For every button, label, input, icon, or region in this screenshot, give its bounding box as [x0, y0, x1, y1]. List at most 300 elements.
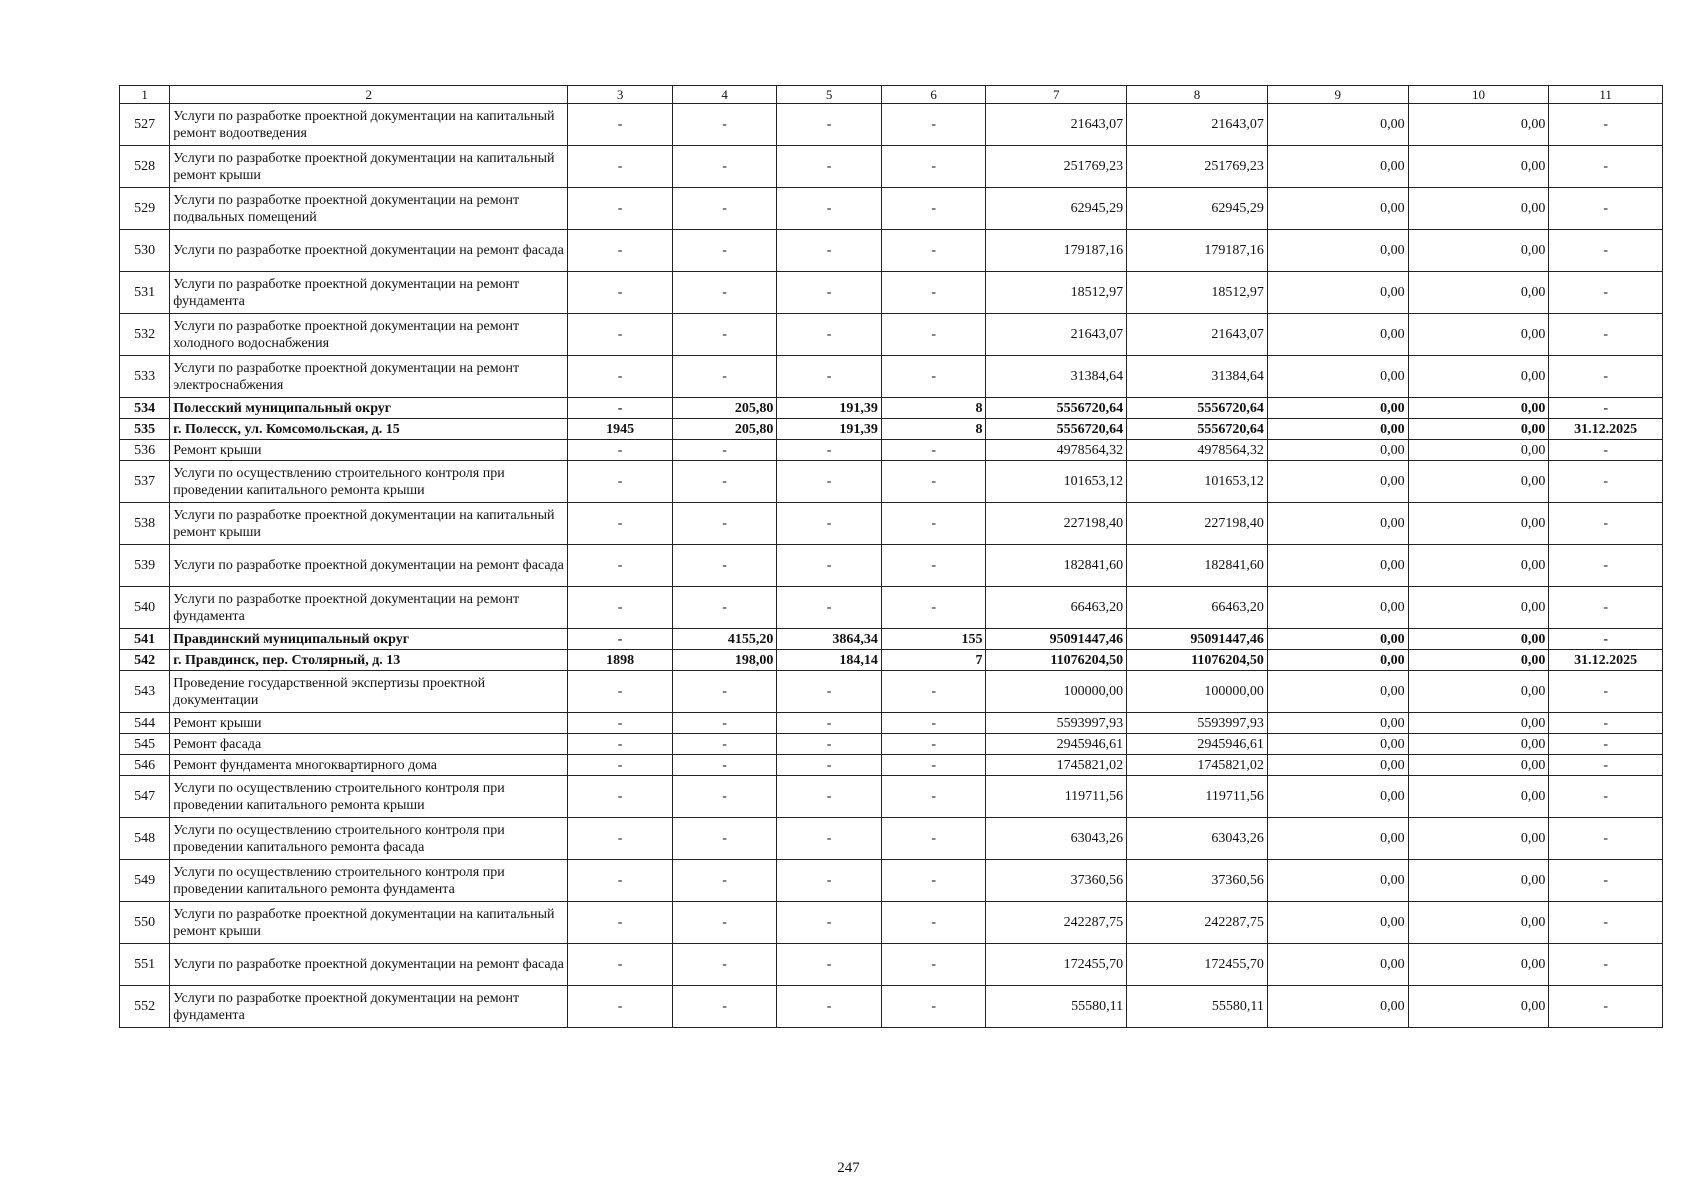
deadline-cell: 31.12.2025 — [1549, 650, 1663, 671]
deadline-cell: - — [1549, 734, 1663, 755]
area-total-cell: - — [672, 755, 777, 776]
deadline-cell: - — [1549, 104, 1663, 146]
row-number-cell: 527 — [120, 104, 170, 146]
cost-total-cell: 62945,29 — [986, 188, 1127, 230]
deadline-cell: - — [1549, 461, 1663, 503]
cost-owners-cell: 0,00 — [1408, 440, 1549, 461]
cost-fund-cell: 100000,00 — [1127, 671, 1268, 713]
cost-fund-cell: 179187,16 — [1127, 230, 1268, 272]
cost-budget-cell: 0,00 — [1267, 440, 1408, 461]
deadline-cell: 31.12.2025 — [1549, 419, 1663, 440]
year-cell: - — [568, 902, 673, 944]
cost-owners-cell: 0,00 — [1408, 398, 1549, 419]
area-total-cell: - — [672, 671, 777, 713]
table-row — [120, 629, 1663, 650]
deadline-cell: - — [1549, 356, 1663, 398]
cost-budget-cell: 0,00 — [1267, 146, 1408, 188]
year-cell: - — [568, 461, 673, 503]
column-header: 9 — [1267, 86, 1408, 104]
column-header: 7 — [986, 86, 1127, 104]
cost-fund-cell: 242287,75 — [1127, 902, 1268, 944]
table-row — [120, 440, 1663, 461]
area-total-cell: - — [672, 734, 777, 755]
cost-owners-cell: 0,00 — [1408, 776, 1549, 818]
table-row — [120, 461, 1663, 503]
year-cell: - — [568, 818, 673, 860]
residents-cell: - — [881, 860, 986, 902]
area-total-cell: - — [672, 986, 777, 1028]
column-header: 10 — [1408, 86, 1549, 104]
deadline-cell: - — [1549, 314, 1663, 356]
year-cell: - — [568, 986, 673, 1028]
residents-cell: - — [881, 188, 986, 230]
cost-owners-cell: 0,00 — [1408, 104, 1549, 146]
page-number: 247 — [837, 1160, 860, 1176]
cost-owners-cell: 0,00 — [1408, 944, 1549, 986]
cost-total-cell: 21643,07 — [986, 104, 1127, 146]
area-living-cell: - — [777, 314, 882, 356]
residents-cell: 7 — [881, 650, 986, 671]
item-name-cell: Услуги по разработке проектной документации на ремонт холодного водоснабжения — [170, 314, 568, 356]
row-number-cell: 541 — [120, 629, 170, 650]
row-number-cell: 549 — [120, 860, 170, 902]
area-living-cell: 184,14 — [777, 650, 882, 671]
item-name-cell: Услуги по разработке проектной документации на ремонт фундамента — [170, 272, 568, 314]
cost-total-cell: 63043,26 — [986, 818, 1127, 860]
cost-fund-cell: 227198,40 — [1127, 503, 1268, 545]
cost-budget-cell: 0,00 — [1267, 545, 1408, 587]
residents-cell: 8 — [881, 419, 986, 440]
item-name-cell: Ремонт крыши — [170, 713, 568, 734]
cost-total-cell: 227198,40 — [986, 503, 1127, 545]
year-cell: 1945 — [568, 419, 673, 440]
table-row — [120, 734, 1663, 755]
row-number-cell: 528 — [120, 146, 170, 188]
cost-total-cell: 5556720,64 — [986, 398, 1127, 419]
area-total-cell: - — [672, 440, 777, 461]
cost-owners-cell: 0,00 — [1408, 545, 1549, 587]
cost-owners-cell: 0,00 — [1408, 755, 1549, 776]
area-total-cell: - — [672, 503, 777, 545]
row-number-cell: 551 — [120, 944, 170, 986]
item-name-cell: Полесский муниципальный округ — [170, 398, 568, 419]
cost-total-cell: 182841,60 — [986, 545, 1127, 587]
residents-cell: 155 — [881, 629, 986, 650]
column-header: 8 — [1127, 86, 1268, 104]
deadline-cell: - — [1549, 986, 1663, 1028]
area-total-cell: - — [672, 545, 777, 587]
item-name-cell: Правдинский муниципальный округ — [170, 629, 568, 650]
residents-cell: - — [881, 776, 986, 818]
row-number-cell: 542 — [120, 650, 170, 671]
deadline-cell: - — [1549, 629, 1663, 650]
deadline-cell: - — [1549, 188, 1663, 230]
row-number-cell: 547 — [120, 776, 170, 818]
row-number-cell: 550 — [120, 902, 170, 944]
area-living-cell: - — [777, 776, 882, 818]
cost-fund-cell: 21643,07 — [1127, 314, 1268, 356]
cost-owners-cell: 0,00 — [1408, 272, 1549, 314]
residents-cell: - — [881, 461, 986, 503]
cost-budget-cell: 0,00 — [1267, 734, 1408, 755]
column-number-header-row — [120, 86, 1663, 104]
area-total-cell: 205,80 — [672, 419, 777, 440]
cost-fund-cell: 37360,56 — [1127, 860, 1268, 902]
data-table — [119, 85, 1663, 1028]
year-cell: - — [568, 629, 673, 650]
cost-fund-cell: 172455,70 — [1127, 944, 1268, 986]
residents-cell: - — [881, 272, 986, 314]
residents-cell: - — [881, 671, 986, 713]
row-number-cell: 548 — [120, 818, 170, 860]
cost-budget-cell: 0,00 — [1267, 104, 1408, 146]
table-row — [120, 776, 1663, 818]
row-number-cell: 534 — [120, 398, 170, 419]
column-header: 3 — [568, 86, 673, 104]
area-living-cell: - — [777, 440, 882, 461]
item-name-cell: Услуги по осуществлению строительного контроля при проведении капитального ремонта крыши — [170, 461, 568, 503]
area-living-cell: - — [777, 755, 882, 776]
cost-owners-cell: 0,00 — [1408, 146, 1549, 188]
item-name-cell: Услуги по разработке проектной документации на ремонт фасада — [170, 230, 568, 272]
area-living-cell: - — [777, 944, 882, 986]
item-name-cell: Услуги по разработке проектной документации на ремонт фасада — [170, 944, 568, 986]
row-number-cell: 532 — [120, 314, 170, 356]
cost-fund-cell: 18512,97 — [1127, 272, 1268, 314]
area-total-cell: - — [672, 902, 777, 944]
item-name-cell: г. Полесск, ул. Комсомольская, д. 15 — [170, 419, 568, 440]
cost-total-cell: 66463,20 — [986, 587, 1127, 629]
residents-cell: - — [881, 902, 986, 944]
deadline-cell: - — [1549, 398, 1663, 419]
row-number-cell: 545 — [120, 734, 170, 755]
row-number-cell: 529 — [120, 188, 170, 230]
table-row — [120, 230, 1663, 272]
cost-total-cell: 5593997,93 — [986, 713, 1127, 734]
cost-fund-cell: 182841,60 — [1127, 545, 1268, 587]
cost-budget-cell: 0,00 — [1267, 986, 1408, 1028]
area-total-cell: - — [672, 314, 777, 356]
residents-cell: - — [881, 146, 986, 188]
item-name-cell: Услуги по разработке проектной документации на ремонт подвальных помещений — [170, 188, 568, 230]
cost-owners-cell: 0,00 — [1408, 503, 1549, 545]
area-living-cell: - — [777, 860, 882, 902]
table-row — [120, 860, 1663, 902]
cost-budget-cell: 0,00 — [1267, 398, 1408, 419]
column-header: 5 — [777, 86, 882, 104]
area-living-cell: - — [777, 272, 882, 314]
cost-owners-cell: 0,00 — [1408, 650, 1549, 671]
table-row — [120, 587, 1663, 629]
cost-budget-cell: 0,00 — [1267, 188, 1408, 230]
cost-owners-cell: 0,00 — [1408, 734, 1549, 755]
area-living-cell: - — [777, 356, 882, 398]
year-cell: - — [568, 860, 673, 902]
area-living-cell: 191,39 — [777, 419, 882, 440]
residents-cell: - — [881, 986, 986, 1028]
cost-fund-cell: 2945946,61 — [1127, 734, 1268, 755]
cost-budget-cell: 0,00 — [1267, 230, 1408, 272]
table-row — [120, 818, 1663, 860]
deadline-cell: - — [1549, 272, 1663, 314]
cost-owners-cell: 0,00 — [1408, 986, 1549, 1028]
year-cell: - — [568, 545, 673, 587]
year-cell: - — [568, 713, 673, 734]
year-cell: - — [568, 104, 673, 146]
residents-cell: 8 — [881, 398, 986, 419]
cost-total-cell: 31384,64 — [986, 356, 1127, 398]
item-name-cell: Ремонт крыши — [170, 440, 568, 461]
residents-cell: - — [881, 713, 986, 734]
item-name-cell: Услуги по разработке проектной документации на ремонт фасада — [170, 545, 568, 587]
item-name-cell: Ремонт фасада — [170, 734, 568, 755]
area-total-cell: - — [672, 587, 777, 629]
area-total-cell: - — [672, 713, 777, 734]
table-row — [120, 146, 1663, 188]
area-living-cell: - — [777, 503, 882, 545]
area-total-cell: - — [672, 230, 777, 272]
row-number-cell: 536 — [120, 440, 170, 461]
cost-owners-cell: 0,00 — [1408, 461, 1549, 503]
cost-owners-cell: 0,00 — [1408, 713, 1549, 734]
residents-cell: - — [881, 944, 986, 986]
year-cell: - — [568, 188, 673, 230]
cost-fund-cell: 21643,07 — [1127, 104, 1268, 146]
row-number-cell: 538 — [120, 503, 170, 545]
cost-total-cell: 2945946,61 — [986, 734, 1127, 755]
row-number-cell: 543 — [120, 671, 170, 713]
cost-owners-cell: 0,00 — [1408, 314, 1549, 356]
residents-cell: - — [881, 734, 986, 755]
cost-total-cell: 4978564,32 — [986, 440, 1127, 461]
cost-fund-cell: 95091447,46 — [1127, 629, 1268, 650]
row-number-cell: 552 — [120, 986, 170, 1028]
cost-fund-cell: 101653,12 — [1127, 461, 1268, 503]
cost-budget-cell: 0,00 — [1267, 755, 1408, 776]
cost-total-cell: 5556720,64 — [986, 419, 1127, 440]
item-name-cell: Услуги по разработке проектной документации на капитальный ремонт крыши — [170, 503, 568, 545]
cost-fund-cell: 62945,29 — [1127, 188, 1268, 230]
column-header: 6 — [881, 86, 986, 104]
row-number-cell: 531 — [120, 272, 170, 314]
item-name-cell: Услуги по разработке проектной документации на капитальный ремонт крыши — [170, 146, 568, 188]
cost-fund-cell: 31384,64 — [1127, 356, 1268, 398]
cost-fund-cell: 66463,20 — [1127, 587, 1268, 629]
row-number-cell: 539 — [120, 545, 170, 587]
residents-cell: - — [881, 104, 986, 146]
area-total-cell: - — [672, 272, 777, 314]
table-row — [120, 314, 1663, 356]
cost-budget-cell: 0,00 — [1267, 461, 1408, 503]
cost-budget-cell: 0,00 — [1267, 272, 1408, 314]
deadline-cell: - — [1549, 755, 1663, 776]
area-living-cell: 3864,34 — [777, 629, 882, 650]
item-name-cell: Услуги по разработке проектной документации на ремонт электроснабжения — [170, 356, 568, 398]
item-name-cell: Ремонт фундамента многоквартирного дома — [170, 755, 568, 776]
year-cell: - — [568, 398, 673, 419]
area-living-cell: - — [777, 461, 882, 503]
deadline-cell: - — [1549, 944, 1663, 986]
year-cell: - — [568, 146, 673, 188]
area-living-cell: - — [777, 671, 882, 713]
year-cell: - — [568, 230, 673, 272]
residents-cell: - — [881, 440, 986, 461]
cost-fund-cell: 11076204,50 — [1127, 650, 1268, 671]
deadline-cell: - — [1549, 671, 1663, 713]
item-name-cell: Услуги по разработке проектной документации на капитальный ремонт водоотведения — [170, 104, 568, 146]
year-cell: - — [568, 776, 673, 818]
deadline-cell: - — [1549, 902, 1663, 944]
area-total-cell: - — [672, 356, 777, 398]
cost-total-cell: 11076204,50 — [986, 650, 1127, 671]
row-number-cell: 544 — [120, 713, 170, 734]
cost-total-cell: 172455,70 — [986, 944, 1127, 986]
cost-total-cell: 101653,12 — [986, 461, 1127, 503]
area-total-cell: - — [672, 818, 777, 860]
area-total-cell: 198,00 — [672, 650, 777, 671]
row-number-cell: 535 — [120, 419, 170, 440]
area-total-cell: 4155,20 — [672, 629, 777, 650]
table-row — [120, 671, 1663, 713]
column-header: 11 — [1549, 86, 1663, 104]
item-name-cell: Услуги по осуществлению строительного контроля при проведении капитального ремонта крыши — [170, 776, 568, 818]
row-number-cell: 530 — [120, 230, 170, 272]
year-cell: - — [568, 314, 673, 356]
cost-total-cell: 95091447,46 — [986, 629, 1127, 650]
area-living-cell: - — [777, 188, 882, 230]
table-row — [120, 419, 1663, 440]
cost-fund-cell: 4978564,32 — [1127, 440, 1268, 461]
table-row — [120, 104, 1663, 146]
cost-budget-cell: 0,00 — [1267, 419, 1408, 440]
year-cell: - — [568, 944, 673, 986]
table-row — [120, 356, 1663, 398]
table-row — [120, 650, 1663, 671]
deadline-cell: - — [1549, 230, 1663, 272]
cost-budget-cell: 0,00 — [1267, 650, 1408, 671]
deadline-cell: - — [1549, 146, 1663, 188]
cost-total-cell: 100000,00 — [986, 671, 1127, 713]
cost-total-cell: 37360,56 — [986, 860, 1127, 902]
area-living-cell: - — [777, 230, 882, 272]
cost-total-cell: 242287,75 — [986, 902, 1127, 944]
cost-owners-cell: 0,00 — [1408, 587, 1549, 629]
area-living-cell: - — [777, 818, 882, 860]
cost-budget-cell: 0,00 — [1267, 503, 1408, 545]
deadline-cell: - — [1549, 587, 1663, 629]
cost-budget-cell: 0,00 — [1267, 314, 1408, 356]
area-total-cell: - — [672, 146, 777, 188]
table-row — [120, 503, 1663, 545]
area-living-cell: - — [777, 713, 882, 734]
year-cell: - — [568, 272, 673, 314]
cost-owners-cell: 0,00 — [1408, 356, 1549, 398]
year-cell: - — [568, 587, 673, 629]
cost-budget-cell: 0,00 — [1267, 356, 1408, 398]
area-living-cell: - — [777, 104, 882, 146]
area-total-cell: - — [672, 104, 777, 146]
deadline-cell: - — [1549, 503, 1663, 545]
cost-budget-cell: 0,00 — [1267, 713, 1408, 734]
cost-total-cell: 21643,07 — [986, 314, 1127, 356]
cost-fund-cell: 5556720,64 — [1127, 419, 1268, 440]
table-row — [120, 986, 1663, 1028]
area-living-cell: - — [777, 734, 882, 755]
cost-budget-cell: 0,00 — [1267, 629, 1408, 650]
cost-fund-cell: 63043,26 — [1127, 818, 1268, 860]
cost-budget-cell: 0,00 — [1267, 902, 1408, 944]
residents-cell: - — [881, 545, 986, 587]
area-total-cell: - — [672, 776, 777, 818]
deadline-cell: - — [1549, 545, 1663, 587]
area-living-cell: 191,39 — [777, 398, 882, 419]
year-cell: - — [568, 356, 673, 398]
year-cell: - — [568, 440, 673, 461]
cost-total-cell: 18512,97 — [986, 272, 1127, 314]
item-name-cell: Услуги по осуществлению строительного контроля при проведении капитального ремонта фасада — [170, 818, 568, 860]
cost-owners-cell: 0,00 — [1408, 860, 1549, 902]
cost-fund-cell: 55580,11 — [1127, 986, 1268, 1028]
table-row — [120, 902, 1663, 944]
table-row — [120, 713, 1663, 734]
cost-fund-cell: 5593997,93 — [1127, 713, 1268, 734]
cost-owners-cell: 0,00 — [1408, 671, 1549, 713]
area-total-cell: - — [672, 188, 777, 230]
item-name-cell: г. Правдинск, пер. Столярный, д. 13 — [170, 650, 568, 671]
year-cell: 1898 — [568, 650, 673, 671]
deadline-cell: - — [1549, 860, 1663, 902]
row-number-cell: 537 — [120, 461, 170, 503]
residents-cell: - — [881, 755, 986, 776]
year-cell: - — [568, 734, 673, 755]
item-name-cell: Услуги по разработке проектной документации на капитальный ремонт крыши — [170, 902, 568, 944]
table-row — [120, 398, 1663, 419]
table-row — [120, 755, 1663, 776]
area-living-cell: - — [777, 146, 882, 188]
deadline-cell: - — [1549, 440, 1663, 461]
cost-owners-cell: 0,00 — [1408, 419, 1549, 440]
cost-fund-cell: 5556720,64 — [1127, 398, 1268, 419]
cost-total-cell: 55580,11 — [986, 986, 1127, 1028]
residents-cell: - — [881, 230, 986, 272]
area-living-cell: - — [777, 902, 882, 944]
table-row — [120, 944, 1663, 986]
table-body — [120, 86, 1663, 1028]
cost-fund-cell: 119711,56 — [1127, 776, 1268, 818]
area-total-cell: - — [672, 860, 777, 902]
cost-fund-cell: 1745821,02 — [1127, 755, 1268, 776]
deadline-cell: - — [1549, 776, 1663, 818]
column-header: 1 — [120, 86, 170, 104]
item-name-cell: Услуги по разработке проектной документации на ремонт фундамента — [170, 986, 568, 1028]
cost-budget-cell: 0,00 — [1267, 776, 1408, 818]
cost-total-cell: 1745821,02 — [986, 755, 1127, 776]
cost-budget-cell: 0,00 — [1267, 818, 1408, 860]
cost-owners-cell: 0,00 — [1408, 188, 1549, 230]
cost-total-cell: 179187,16 — [986, 230, 1127, 272]
cost-total-cell: 251769,23 — [986, 146, 1127, 188]
cost-owners-cell: 0,00 — [1408, 902, 1549, 944]
cost-budget-cell: 0,00 — [1267, 671, 1408, 713]
row-number-cell: 546 — [120, 755, 170, 776]
residents-cell: - — [881, 314, 986, 356]
row-number-cell: 533 — [120, 356, 170, 398]
table-row — [120, 545, 1663, 587]
year-cell: - — [568, 671, 673, 713]
area-total-cell: - — [672, 944, 777, 986]
cost-owners-cell: 0,00 — [1408, 818, 1549, 860]
column-header: 2 — [170, 86, 568, 104]
